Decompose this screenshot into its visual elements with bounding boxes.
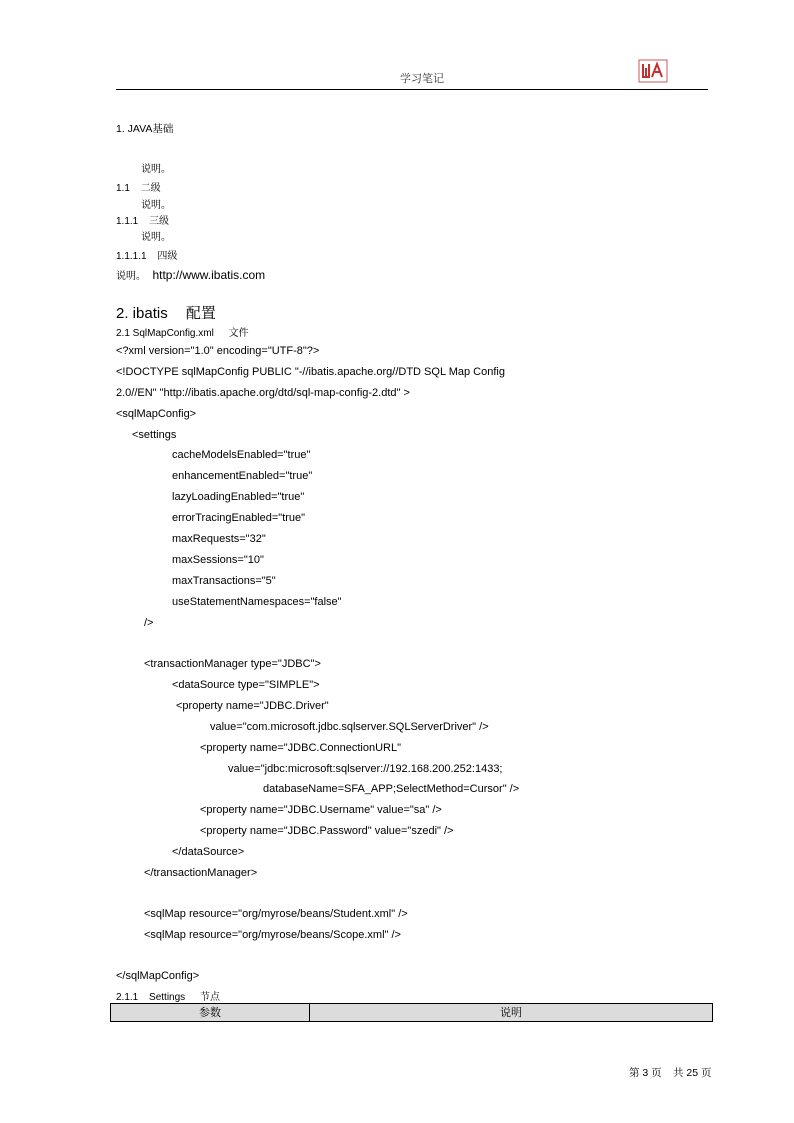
code-line: <transactionManager type="JDBC"> [144, 658, 321, 670]
desc-prefix: 说明。 [116, 271, 146, 282]
code-line: value="jdbc:microsoft:sqlserver://192.168.200.252:1433; [228, 763, 503, 775]
section-1-1-1-1-desc [116, 266, 265, 284]
section-2-1-title: 文件 [228, 328, 249, 339]
section-2-1-1-heading [116, 988, 220, 1003]
section-2-num: 2. ibatis [116, 305, 168, 322]
ibatis-link[interactable]: http://www.ibatis.com [152, 268, 266, 282]
settings-table-header [110, 1003, 713, 1022]
section-1-1-num: 1.1 [116, 183, 130, 194]
section-1-1-1-1-num: 1.1.1.1 [116, 251, 147, 262]
section-2-heading [116, 302, 216, 323]
section-1-1-title: 二级 [140, 183, 161, 194]
section-1-1-1-desc: 说明。 [141, 232, 171, 243]
code-line: databaseName=SFA_APP;SelectMethod=Cursor" /> [263, 783, 520, 795]
code-line: lazyLoadingEnabled="true" [172, 491, 305, 503]
code-line: <property name="JDBC.ConnectionURL" [200, 742, 402, 754]
section-1-heading: 1. JAVA基础 [116, 123, 174, 135]
code-line: maxSessions="10" [172, 554, 264, 566]
code-line: <sqlMapConfig> [116, 408, 197, 420]
code-line: enhancementEnabled="true" [172, 470, 313, 482]
code-line: <property name="JDBC.Username" value="sa" /> [200, 804, 442, 816]
section-1-1-1-1-title: 四级 [157, 251, 178, 262]
page-number: 第 3 页 [629, 1067, 662, 1079]
code-line: <settings [132, 429, 177, 441]
code-line: <!DOCTYPE sqlMapConfig PUBLIC "-//ibatis.apache.org//DTD SQL Map Config [116, 366, 505, 378]
header-title: 学习笔记 [400, 73, 444, 85]
section-2-1-num: 2.1 SqlMapConfig.xml [116, 328, 214, 339]
code-line: maxTransactions="5" [172, 575, 276, 587]
code-line: cacheModelsEnabled="true" [172, 449, 311, 461]
section-2-1-1-num: 2.1.1 [116, 992, 139, 1003]
table-header-param: 参数 [111, 1004, 310, 1021]
section-2-1-1-name: Settings [149, 992, 186, 1003]
code-line: value="com.microsoft.jdbc.sqlserver.SQLServerDriver" /> [210, 721, 489, 733]
code-line: </transactionManager> [144, 867, 258, 879]
code-line: <?xml version="1.0" encoding="UTF-8"?> [116, 345, 320, 357]
section-2-title: 配置 [185, 305, 216, 322]
section-1-1-1-1-heading [116, 247, 177, 262]
code-line: /> [144, 617, 154, 629]
code-line: <property name="JDBC.Password" value="szedi" /> [200, 825, 454, 837]
logo-icon [638, 59, 668, 83]
section-1-1-heading [116, 179, 161, 194]
header-rule [116, 89, 708, 90]
section-2-1-1-suffix: 节点 [199, 992, 220, 1003]
code-line: <dataSource type="SIMPLE"> [172, 679, 320, 691]
section-1-1-1-num: 1.1.1 [116, 216, 139, 227]
section-1-1-desc: 说明。 [141, 200, 171, 211]
section-1-1-1-title: 三级 [149, 216, 170, 227]
code-line: useStatementNamespaces="false" [172, 596, 342, 608]
code-line: </sqlMapConfig> [116, 970, 200, 982]
code-line: maxRequests="32" [172, 533, 266, 545]
total-pages: 共 25 页 [673, 1067, 712, 1079]
code-line: <sqlMap resource="org/myrose/beans/Student.xml" /> [144, 908, 408, 920]
table-header-desc: 说明 [500, 1007, 522, 1019]
section-2-1-heading [116, 324, 249, 339]
code-line: <property name="JDBC.Driver" [176, 700, 329, 712]
code-line: </dataSource> [172, 846, 245, 858]
code-line: <sqlMap resource="org/myrose/beans/Scope.xml" /> [144, 929, 401, 941]
code-line: errorTracingEnabled="true" [172, 512, 306, 524]
section-1-desc: 说明。 [141, 164, 171, 175]
code-line: 2.0//EN" "http://ibatis.apache.org/dtd/sql-map-config-2.dtd" > [116, 387, 410, 399]
section-1-1-1-heading [116, 212, 169, 227]
